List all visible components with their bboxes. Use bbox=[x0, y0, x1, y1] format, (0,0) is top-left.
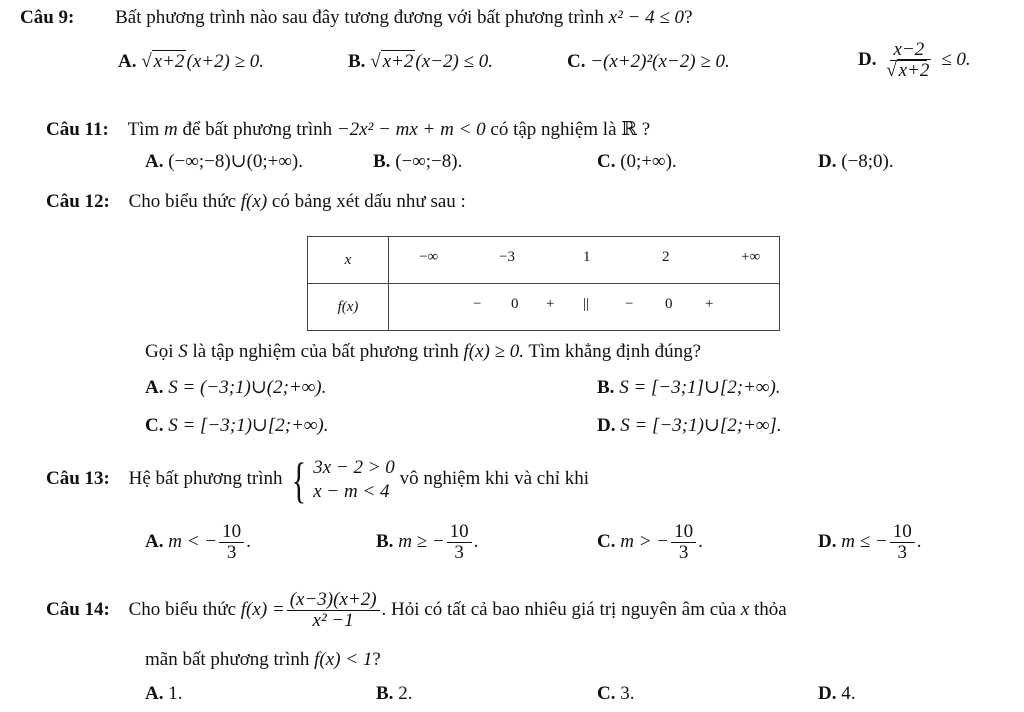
q9-line bbox=[20, 6, 693, 30]
q14-option-b[interactable] bbox=[376, 682, 412, 706]
q12-prompt bbox=[145, 340, 701, 364]
option-pre: m ≤ − bbox=[841, 530, 888, 552]
fraction bbox=[287, 590, 380, 631]
sign-value: 0 bbox=[511, 296, 519, 312]
q9-label: Câu 9: bbox=[20, 7, 75, 28]
q11-ineq: −2x² − mx + m < 0 bbox=[336, 119, 486, 140]
q12-prompt-pre: Gọi bbox=[145, 341, 174, 362]
q13-option-d[interactable] bbox=[818, 522, 921, 563]
q14-label: Câu 14: bbox=[46, 598, 110, 620]
q12-option-a[interactable] bbox=[145, 376, 326, 400]
q9-option-a[interactable]: A. √ x+2 (x+2) ≥ 0. bbox=[118, 51, 265, 72]
option-text: −(x+2)²(x−2) ≥ 0. bbox=[590, 51, 730, 72]
option-text: ≤ 0. bbox=[941, 48, 971, 70]
q13-option-c[interactable] bbox=[597, 522, 703, 563]
q14-text: Cho biểu thức bbox=[128, 598, 237, 620]
option-letter: D. bbox=[858, 48, 877, 70]
fraction-den: √ x+2 bbox=[886, 60, 930, 81]
fraction-num: x−2 bbox=[890, 40, 927, 61]
q11-var: m bbox=[164, 119, 178, 140]
q14-line2-ineq: f(x) < 1 bbox=[314, 649, 373, 670]
fraction-num: 10 bbox=[890, 522, 915, 543]
option-letter: C. bbox=[597, 151, 616, 172]
option-text: (−8;0). bbox=[841, 151, 894, 172]
option-letter: A. bbox=[145, 530, 164, 552]
q14-text-end: thỏa bbox=[754, 598, 787, 620]
fraction bbox=[671, 522, 696, 563]
option-letter: C. bbox=[597, 530, 616, 552]
sign-value: || bbox=[583, 296, 590, 312]
q11-line bbox=[46, 118, 650, 142]
q9-option-d[interactable] bbox=[858, 40, 971, 81]
equation-system bbox=[287, 451, 395, 508]
option-text: (−∞;−8). bbox=[395, 151, 463, 172]
option-letter: B. bbox=[597, 377, 615, 398]
fraction-num: 10 bbox=[447, 522, 472, 543]
sign-value: 0 bbox=[665, 296, 673, 312]
q14-option-c[interactable] bbox=[597, 682, 634, 706]
fraction-num: (x−3)(x+2) bbox=[287, 590, 380, 611]
q14-var: x bbox=[740, 598, 750, 620]
sign-table-x-label: x bbox=[308, 237, 389, 284]
q12-label: Câu 12: bbox=[46, 191, 110, 212]
option-text: 3. bbox=[620, 683, 635, 704]
brace: { bbox=[292, 451, 307, 508]
option-letter: D. bbox=[597, 415, 616, 436]
q14-line2-pre: mãn bất phương trình bbox=[145, 649, 310, 670]
q14-line-2 bbox=[145, 648, 381, 672]
q9-end: ? bbox=[684, 7, 693, 28]
option-letter: C. bbox=[145, 415, 164, 436]
option-post: . bbox=[246, 530, 251, 552]
system-eq-2: x − m < 4 bbox=[313, 480, 390, 502]
q11-option-b[interactable] bbox=[373, 150, 462, 174]
option-letter: D. bbox=[818, 530, 837, 552]
option-letter: B. bbox=[348, 51, 366, 72]
q13-option-a[interactable] bbox=[145, 522, 251, 563]
q11-option-c[interactable] bbox=[597, 150, 677, 174]
option-letter: B. bbox=[376, 683, 394, 704]
q12-option-b[interactable] bbox=[597, 376, 781, 400]
q12-option-c[interactable] bbox=[145, 414, 329, 438]
q11-option-d[interactable] bbox=[818, 150, 894, 174]
option-text: 4. bbox=[841, 683, 856, 704]
q13-label: Câu 13: bbox=[46, 468, 110, 489]
sqrt-arg: x+2 bbox=[898, 60, 930, 81]
q11-text-pre: Tìm bbox=[127, 119, 160, 140]
q9-option-c[interactable] bbox=[567, 50, 730, 74]
option-text: S = [−3;1)∪[2;+∞). bbox=[168, 415, 329, 436]
option-letter: A. bbox=[118, 51, 137, 72]
q11-text-post: có tập nghiệm là ℝ ? bbox=[490, 119, 651, 140]
option-post: . bbox=[473, 530, 479, 552]
x-value: −3 bbox=[499, 249, 515, 265]
sqrt-arg: x+2 bbox=[153, 51, 185, 72]
sign-table-f-row bbox=[389, 284, 780, 331]
option-text: 2. bbox=[398, 683, 413, 704]
q14-fx: f(x) = bbox=[240, 598, 285, 620]
q12-option-d[interactable] bbox=[597, 414, 782, 438]
q12-prompt-ineq: f(x) ≥ 0. bbox=[463, 341, 525, 362]
system-lines bbox=[313, 456, 395, 504]
q13-text: Hệ bất phương trình bbox=[128, 468, 283, 489]
option-text: (x−2) ≤ 0. bbox=[415, 51, 493, 72]
option-letter: A. bbox=[145, 151, 164, 172]
system-eq-1: 3x − 2 > 0 bbox=[313, 456, 395, 478]
q12-prompt-mid: là tập nghiệm của bất phương trình bbox=[192, 341, 459, 362]
sign-table bbox=[307, 236, 780, 331]
x-value: 2 bbox=[662, 249, 670, 265]
q12-prompt-post: Tìm khẳng định đúng? bbox=[528, 341, 702, 362]
option-letter: C. bbox=[597, 683, 616, 704]
q13-text-post: vô nghiệm khi và chỉ khi bbox=[399, 468, 590, 489]
option-text: (0;+∞). bbox=[620, 151, 677, 172]
q14-option-d[interactable] bbox=[818, 682, 855, 706]
fraction-num: 10 bbox=[219, 522, 244, 543]
q12-text: Cho biểu thức bbox=[128, 191, 237, 212]
q9-option-b[interactable]: B. √ x+2 (x−2) ≤ 0. bbox=[348, 51, 493, 72]
q11-option-a[interactable] bbox=[145, 150, 303, 174]
fraction bbox=[883, 40, 934, 81]
option-post: . bbox=[916, 530, 922, 552]
x-value: −∞ bbox=[419, 249, 439, 265]
option-letter: A. bbox=[145, 377, 164, 398]
option-pre: m ≥ − bbox=[398, 530, 445, 552]
option-letter: B. bbox=[376, 530, 394, 552]
option-letter: D. bbox=[818, 151, 837, 172]
q11-text-mid: để bất phương trình bbox=[182, 119, 333, 140]
q14-option-a[interactable] bbox=[145, 682, 182, 706]
fraction-num: 10 bbox=[671, 522, 696, 543]
q14-line bbox=[46, 590, 787, 631]
q12-S: S bbox=[178, 341, 188, 362]
sign-value: + bbox=[705, 296, 714, 312]
option-text: S = (−3;1)∪(2;+∞). bbox=[168, 377, 327, 398]
q12-text-post: có bảng xét dấu như sau : bbox=[271, 191, 466, 212]
sqrt-arg: x+2 bbox=[382, 51, 414, 72]
x-value: +∞ bbox=[741, 249, 761, 265]
fraction-den: 3 bbox=[897, 542, 907, 563]
q14-text-post: . Hỏi có tất cả bao nhiêu giá trị nguyên âm của bbox=[381, 598, 737, 620]
option-letter: C. bbox=[567, 51, 586, 72]
q9-text: Bất phương trình nào sau đây tương đương với bất phương trình bbox=[115, 7, 604, 28]
option-text: S = [−3;1]∪[2;+∞). bbox=[619, 377, 781, 398]
option-text: 1. bbox=[168, 683, 183, 704]
fraction bbox=[890, 522, 915, 563]
option-text: (−∞;−8)∪(0;+∞). bbox=[168, 151, 304, 172]
option-letter: D. bbox=[818, 683, 837, 704]
q11-label: Câu 11: bbox=[46, 119, 109, 140]
option-pre: m < − bbox=[168, 530, 218, 552]
option-letter: A. bbox=[145, 683, 164, 704]
option-text: (x+2) ≥ 0. bbox=[186, 51, 265, 72]
q12-line bbox=[46, 190, 466, 214]
fraction bbox=[447, 522, 472, 563]
sign-table-f-label: f(x) bbox=[308, 284, 389, 331]
fraction-den: 3 bbox=[454, 542, 464, 563]
q13-option-b[interactable] bbox=[376, 522, 478, 563]
sign-value: − bbox=[473, 296, 482, 312]
sign-value: − bbox=[625, 296, 634, 312]
q9-ineq: x² − 4 ≤ 0 bbox=[608, 7, 685, 28]
fraction-den: x² −1 bbox=[312, 610, 354, 631]
option-text: S = [−3;1)∪[2;+∞]. bbox=[620, 415, 782, 436]
option-post: . bbox=[698, 530, 703, 552]
x-value: 1 bbox=[583, 249, 591, 265]
q12-fx: f(x) bbox=[240, 191, 268, 212]
option-letter: B. bbox=[373, 151, 391, 172]
q13-line bbox=[46, 451, 590, 508]
option-pre: m > − bbox=[620, 530, 670, 552]
q14-line2-end: ? bbox=[372, 649, 381, 670]
fraction bbox=[219, 522, 244, 563]
fraction-den: 3 bbox=[226, 542, 237, 563]
sign-table-x-row bbox=[389, 237, 780, 284]
fraction-den: 3 bbox=[678, 542, 689, 563]
sign-value: + bbox=[546, 296, 555, 312]
